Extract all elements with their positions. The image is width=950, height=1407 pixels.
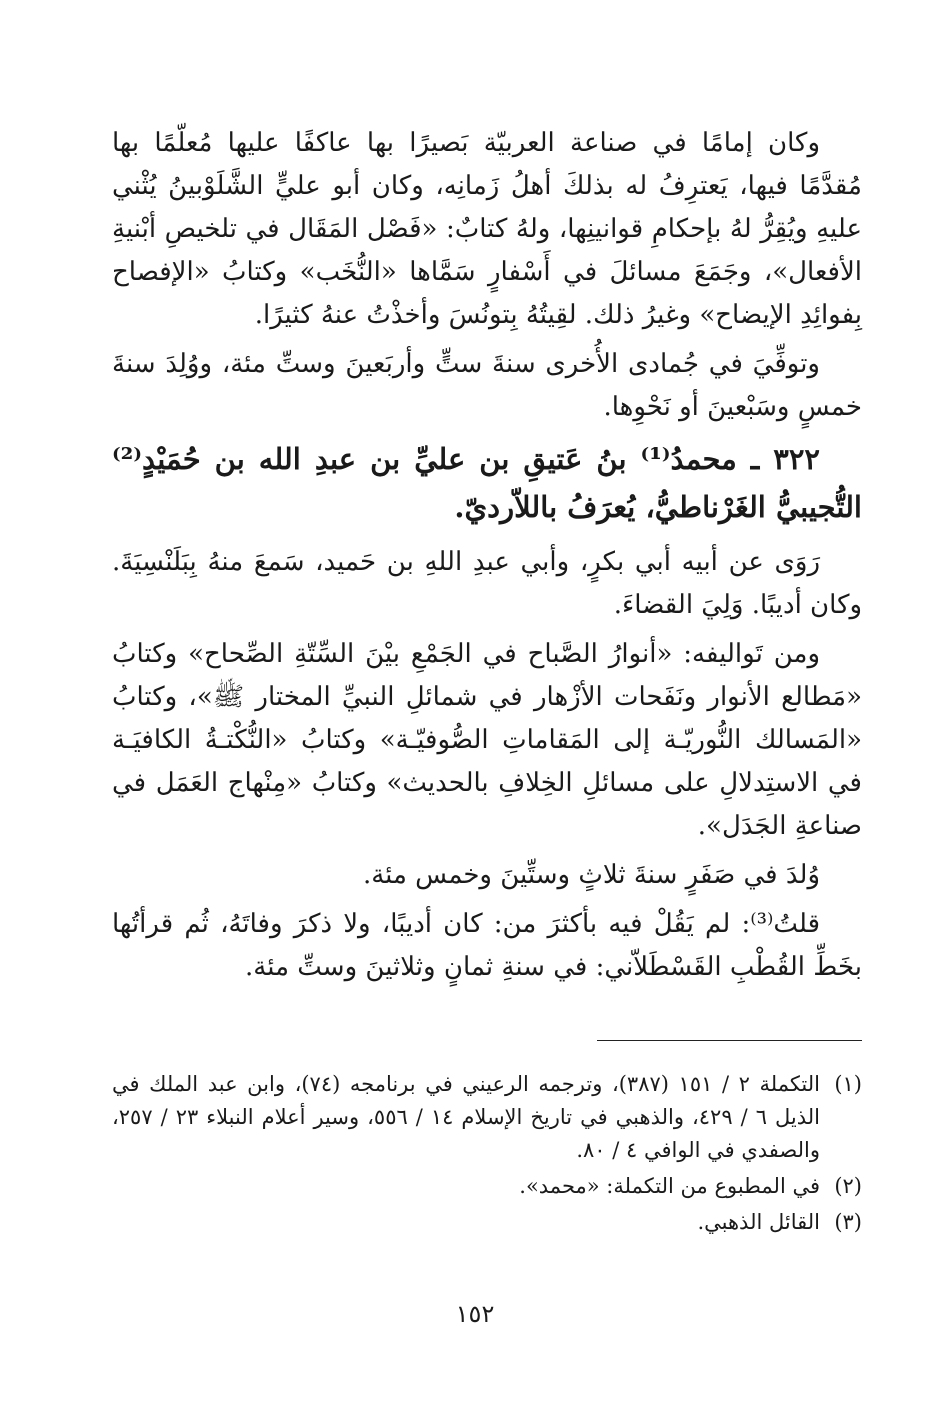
paragraph-6: قلتُ⁽³⁾: لم يَقُلْ فيه بأكثرَ من: كان أديبًا، ولا ذكرَ وفاتَهُ، ثُم قرأتُها بخَطِّ القُطْبِ القَسْطَلاّني: في سنةِ ثمانٍ وثلاثينَ وستِّ مئة. (112, 909, 862, 982)
paragraph-3: رَوَى عن أبيه أبي بكرٍ، وأبي عبدِ اللهِ بن حَميد، سَمعَ منهُ بِبَلَنْسِيَةَ. وكان أديبًا. وَلِيَ القضاءَ. (112, 547, 862, 620)
paragraph-4: ومن تَواليفه: «أنوارُ الصَّباح في الجَمْعِ بيْنَ السِّتّةِ الصِّحاح» وكتابُ «مَطالع الأنوار ونَفَحات الأزْهار في شمائلِ النبيِّ المختار ﷺ»، وكتابُ «المَسالك النُّوريّـة إلى المَقاماتِ الصُّوفيّـة» وكتابُ «النُّكْتـةُ الكافيَـة في الاستِدلالِ على مسائلِ الخِلافِ بالحديث» وكتابُ «مِنْهاج العَمَل في صناعةِ الجَدَل». (112, 639, 862, 841)
footnote-text: القائل الذهبي. (697, 1210, 820, 1234)
footnotes (112, 1068, 862, 1242)
footnote-text: التكملة ٢ / ١٥١ (٣٨٧)، وترجمه الرعيني في برنامجه (٧٤)، وابن عبد الملك في الذيل ٦ / ٤٢٩، والذهبي في تاريخ الإسلام ١٤ / ٥٥٦، وسير أعلام النبلاء ٢٣ / ٢٥٧، والصفدي في الوافي ٤ / ٨٠. (112, 1072, 821, 1162)
footnote-divider (597, 1040, 862, 1041)
footnote-3 (112, 1206, 862, 1239)
footnote-number: (٢) (834, 1174, 862, 1198)
page-number: ١٥٢ (455, 1300, 495, 1328)
footnote-1 (112, 1068, 862, 1167)
entry-heading: ٣٢٢ ـ محمدُ⁽¹⁾ بنُ عَتيقِ بن عليِّ بن عبدِ الله بن حُمَيْدٍ⁽²⁾ التُّجيبيُّ الغَرْناطيُّ، يُعرَفُ باللاّرديّ. (112, 442, 862, 524)
paragraph-5: وُلدَ في صَفَرٍ سنةَ ثلاثٍ وستِّينَ وخمس مئة. (362, 860, 820, 890)
footnote-number: (١) (834, 1072, 862, 1096)
footnote-text: في المطبوع من التكملة: «محمد». (519, 1174, 820, 1198)
footnote-number: (٣) (834, 1210, 862, 1234)
main-text (112, 122, 862, 995)
paragraph-1: وكان إمامًا في صناعة العربيّة بَصيرًا بها عاكفًا عليها مُعلّمًا بها مُقدَّمًا فيها، يَعترِفُ له بذلكَ أهلُ زَمانِه، وكان أبو عليٍّ الشَّلَوْبينُ يُثْني عليهِ ويُقِرُّ لهُ بإحكامِ قوانينِها، ولهُ كتابٌ: «فَصْل المَقَال في تلخيصِ أبْنيةِ الأفعال»، وجَمَعَ مسائلَ في أَسْفارٍ سَمَّاها «النُّخَب» وكتابُ «الإفصاح بِفوائِدِ الإيضاح» وغيرُ ذلك. لقِيتُهُ بِتونُسَ وأخذْتُ عنهُ كثيرًا. (112, 128, 862, 330)
footnote-2 (112, 1170, 862, 1203)
paragraph-2: وتوفِّيَ في جُمادى الأُخرى سنةَ ستٍّ وأربَعينَ وستِّ مئة، ووُلِدَ سنةَ خمسٍ وسَبْعينَ أو نَحْوِها. (112, 349, 862, 422)
